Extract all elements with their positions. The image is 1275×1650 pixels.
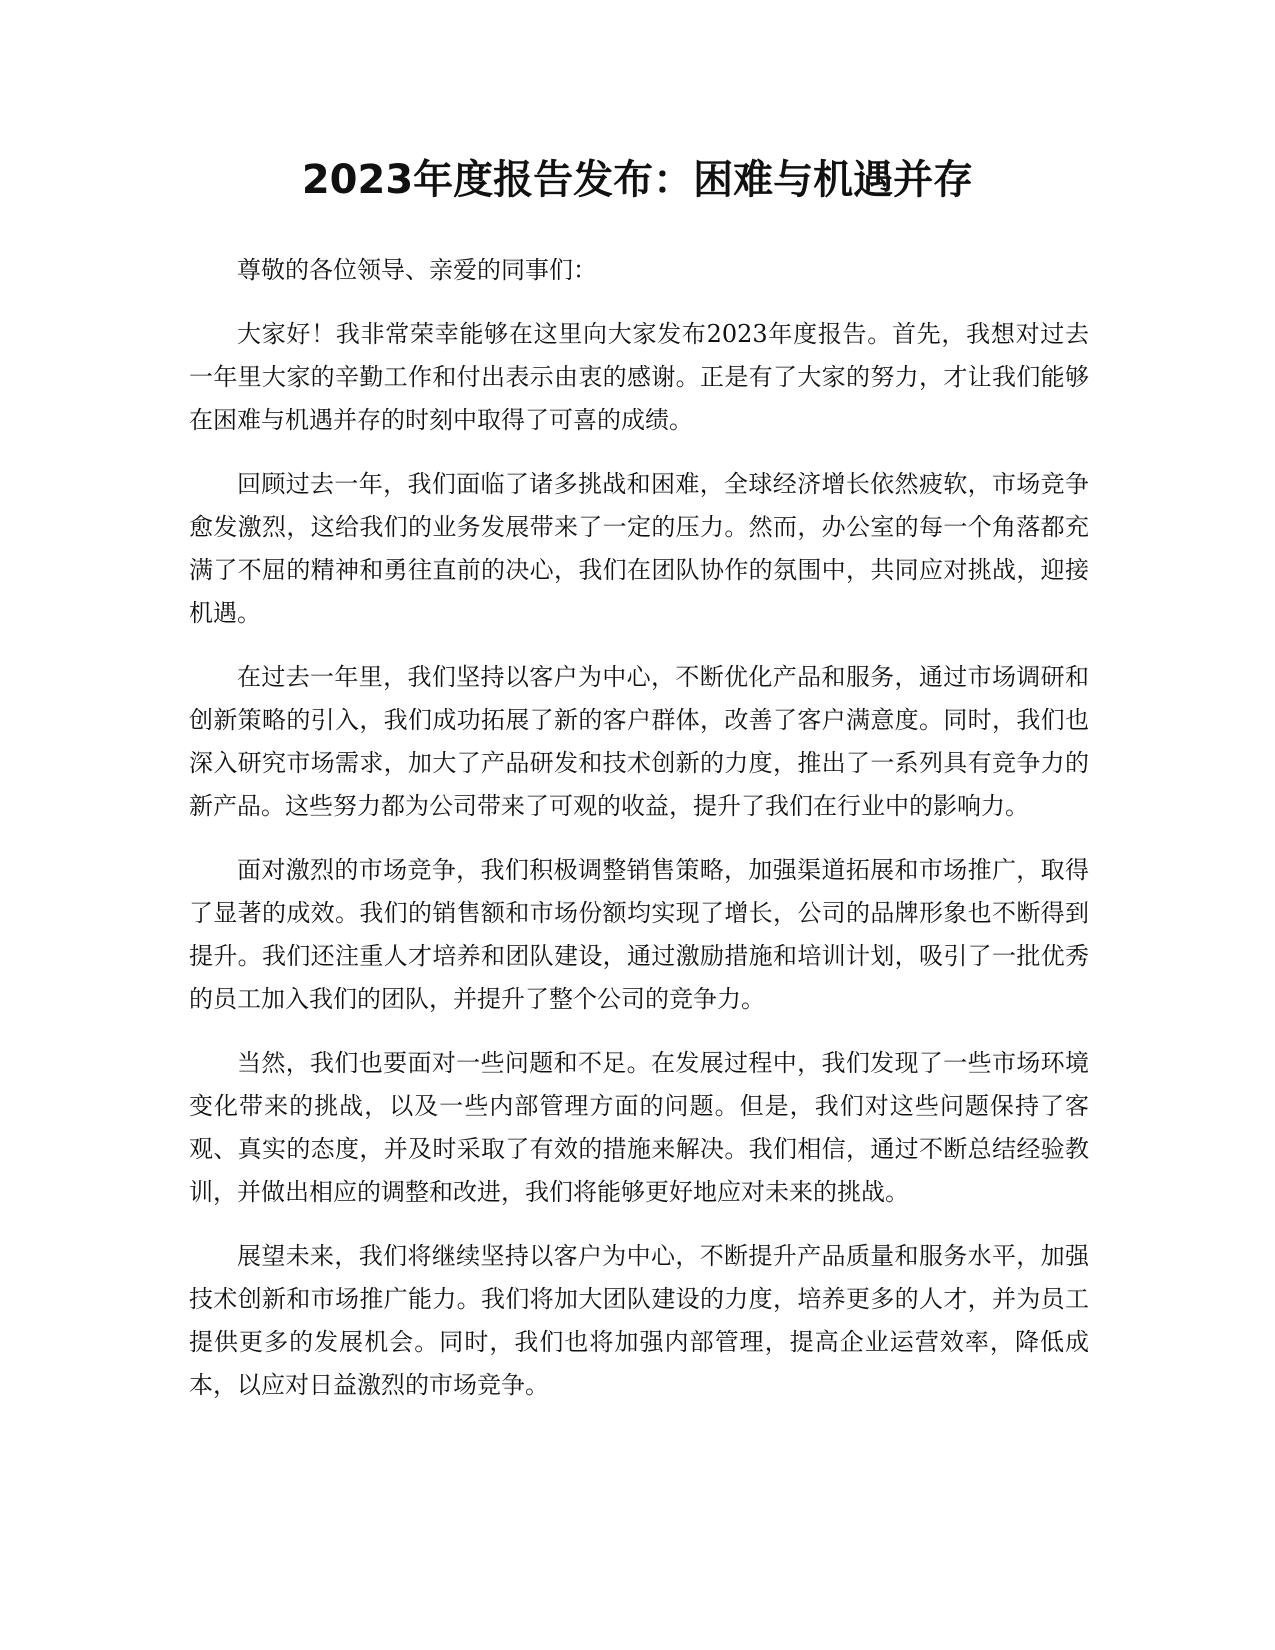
paragraph-3: 在过去一年里，我们坚持以客户为中心，不断优化产品和服务，通过市场调研和创新策略的引入，我们成功拓展了新的客户群体，改善了客户满意度。同时，我们也深入研究市场需求，加大了产品研发和技术创新的力度，推出了一系列具有竞争力的新产品。这些努力都为公司带来了可观的收益，提升了我们在行业中的影响力。 (189, 663, 1089, 820)
greeting-line: 尊敬的各位领导、亲爱的同事们： (237, 256, 597, 284)
paragraph-2: 回顾过去一年，我们面临了诸多挑战和困难，全球经济增长依然疲软，市场竞争愈发激烈，这给我们的业务发展带来了一定的压力。然而，办公室的每一个角落都充满了不屈的精神和勇往直前的决心，我们在团队协作的氛围中，共同应对挑战，迎接机遇。 (189, 470, 1089, 627)
document-title: 2023年度报告发布：困难与机遇并存 (301, 157, 974, 203)
paragraph-1: 大家好！我非常荣幸能够在这里向大家发布2023年度报告。首先，我想对过去一年里大家的辛勤工作和付出表示由衷的感谢。正是有了大家的努力，才让我们能够在困难与机遇并存的时刻中取得了可喜的成绩。 (189, 320, 1089, 434)
document-body (189, 249, 1089, 1428)
paragraph-6: 展望未来，我们将继续坚持以客户为中心，不断提升产品质量和服务水平，加强技术创新和市场推广能力。我们将加大团队建设的力度，培养更多的人才，并为员工提供更多的发展机会。同时，我们也将加强内部管理，提高企业运营效率，降低成本，以应对日益激烈的市场竞争。 (189, 1242, 1089, 1399)
paragraph-4: 面对激烈的市场竞争，我们积极调整销售策略，加强渠道拓展和市场推广，取得了显著的成效。我们的销售额和市场份额均实现了增长，公司的品牌形象也不断得到提升。我们还注重人才培养和团队建设，通过激励措施和培训计划，吸引了一批优秀的员工加入我们的团队，并提升了整个公司的竞争力。 (189, 856, 1089, 1013)
paragraph-5: 当然，我们也要面对一些问题和不足。在发展过程中，我们发现了一些市场环境变化带来的挑战，以及一些内部管理方面的问题。但是，我们对这些问题保持了客观、真实的态度，并及时采取了有效的措施来解决。我们相信，通过不断总结经验教训，并做出相应的调整和改进，我们将能够更好地应对未来的挑战。 (189, 1049, 1089, 1206)
